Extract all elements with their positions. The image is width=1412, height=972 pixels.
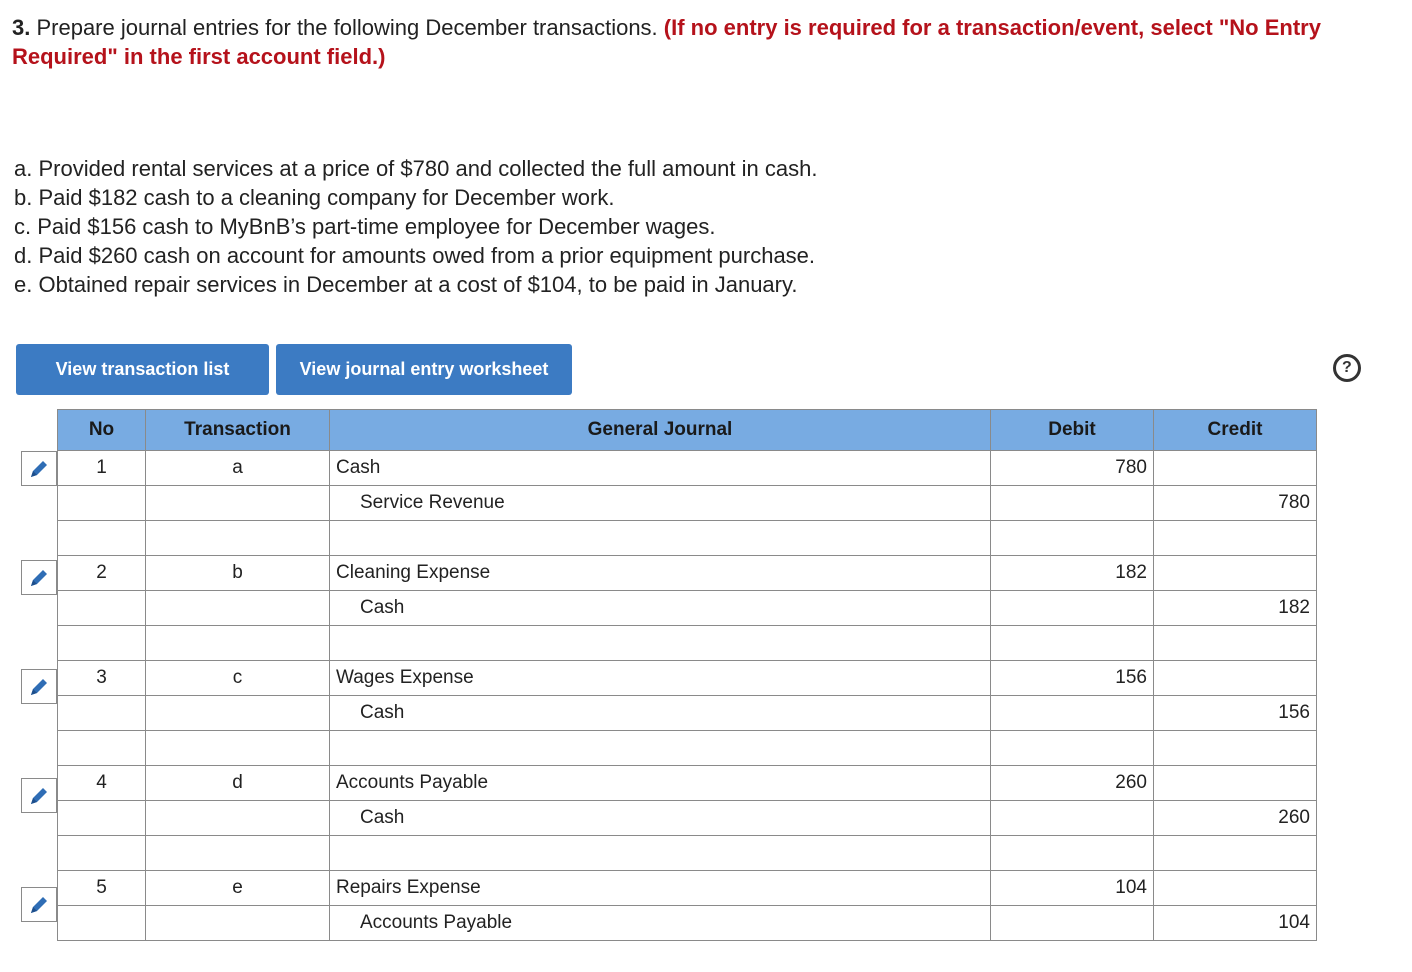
debit-amount-empty[interactable] bbox=[991, 696, 1154, 731]
empty-cell[interactable] bbox=[991, 521, 1154, 556]
empty-cell bbox=[58, 836, 146, 871]
debit-amount-empty[interactable] bbox=[991, 801, 1154, 836]
empty-cell bbox=[146, 521, 330, 556]
header-general-journal: General Journal bbox=[330, 410, 991, 451]
question-number: 3. bbox=[12, 15, 31, 40]
table-row bbox=[58, 696, 1317, 731]
table-row bbox=[58, 661, 1317, 696]
table-row-blank bbox=[58, 836, 1317, 871]
header-credit: Credit bbox=[1154, 410, 1317, 451]
empty-cell[interactable] bbox=[330, 626, 991, 661]
table-row bbox=[58, 486, 1317, 521]
debit-account[interactable]: Accounts Payable bbox=[330, 766, 991, 801]
empty-cell bbox=[58, 731, 146, 766]
entry-no: 4 bbox=[58, 766, 146, 801]
table-row bbox=[58, 871, 1317, 906]
credit-amount[interactable]: 780 bbox=[1154, 486, 1317, 521]
empty-cell[interactable] bbox=[330, 521, 991, 556]
empty-cell[interactable] bbox=[991, 836, 1154, 871]
credit-amount[interactable]: 260 bbox=[1154, 801, 1317, 836]
empty-cell[interactable] bbox=[1154, 836, 1317, 871]
header-debit: Debit bbox=[991, 410, 1154, 451]
empty-cell bbox=[58, 521, 146, 556]
empty-cell[interactable] bbox=[330, 731, 991, 766]
empty-cell bbox=[146, 801, 330, 836]
edit-entry-3-pencil-icon[interactable] bbox=[21, 669, 57, 704]
credit-amount-empty[interactable] bbox=[1154, 871, 1317, 906]
empty-cell bbox=[146, 731, 330, 766]
empty-cell[interactable] bbox=[1154, 731, 1317, 766]
debit-amount[interactable]: 104 bbox=[991, 871, 1154, 906]
credit-amount-empty[interactable] bbox=[1154, 661, 1317, 696]
empty-cell[interactable] bbox=[1154, 626, 1317, 661]
empty-cell bbox=[58, 626, 146, 661]
credit-amount-empty[interactable] bbox=[1154, 451, 1317, 486]
empty-cell[interactable] bbox=[991, 626, 1154, 661]
empty-cell bbox=[146, 696, 330, 731]
table-row bbox=[58, 906, 1317, 941]
empty-cell[interactable] bbox=[1154, 521, 1317, 556]
credit-amount-empty[interactable] bbox=[1154, 556, 1317, 591]
entry-transaction: a bbox=[146, 451, 330, 486]
debit-amount[interactable]: 156 bbox=[991, 661, 1154, 696]
credit-amount[interactable]: 156 bbox=[1154, 696, 1317, 731]
empty-cell[interactable] bbox=[991, 731, 1154, 766]
debit-amount-empty[interactable] bbox=[991, 906, 1154, 941]
transaction-item: a. Provided rental services at a price of $780 and collected the full amount in cash. bbox=[14, 156, 818, 181]
empty-cell bbox=[58, 486, 146, 521]
empty-cell bbox=[58, 696, 146, 731]
credit-account[interactable]: Accounts Payable bbox=[330, 906, 991, 941]
debit-amount[interactable]: 260 bbox=[991, 766, 1154, 801]
credit-account[interactable]: Cash bbox=[330, 591, 991, 626]
empty-cell bbox=[146, 626, 330, 661]
debit-account[interactable]: Wages Expense bbox=[330, 661, 991, 696]
empty-cell bbox=[58, 906, 146, 941]
help-icon[interactable]: ? bbox=[1333, 354, 1361, 382]
table-row bbox=[58, 766, 1317, 801]
edit-entry-5-pencil-icon[interactable] bbox=[21, 887, 57, 922]
entry-transaction: d bbox=[146, 766, 330, 801]
entry-no: 5 bbox=[58, 871, 146, 906]
instructions bbox=[12, 13, 1412, 71]
instruction-note: (If no entry is required for a transaction/event, select "No Entry Required" in the first account field.) bbox=[12, 15, 1321, 69]
instruction-text: Prepare journal entries for the following December transactions. bbox=[30, 15, 658, 40]
table-row bbox=[58, 556, 1317, 591]
entry-transaction: b bbox=[146, 556, 330, 591]
journal-table bbox=[57, 409, 1317, 941]
table-row-blank bbox=[58, 521, 1317, 556]
table-row bbox=[58, 801, 1317, 836]
entry-transaction: c bbox=[146, 661, 330, 696]
credit-amount[interactable]: 182 bbox=[1154, 591, 1317, 626]
debit-amount[interactable]: 182 bbox=[991, 556, 1154, 591]
credit-account[interactable]: Cash bbox=[330, 696, 991, 731]
empty-cell bbox=[58, 801, 146, 836]
transaction-list bbox=[14, 154, 817, 299]
table-row bbox=[58, 451, 1317, 486]
debit-account[interactable]: Cash bbox=[330, 451, 991, 486]
entry-no: 2 bbox=[58, 556, 146, 591]
header-transaction: Transaction bbox=[146, 410, 330, 451]
empty-cell bbox=[58, 591, 146, 626]
transaction-item: e. Obtained repair services in December at a cost of $104, to be paid in January. bbox=[14, 272, 798, 297]
credit-amount-empty[interactable] bbox=[1154, 766, 1317, 801]
credit-account[interactable]: Cash bbox=[330, 801, 991, 836]
empty-cell bbox=[146, 906, 330, 941]
debit-amount-empty[interactable] bbox=[991, 486, 1154, 521]
view-journal-entry-worksheet-button[interactable]: View journal entry worksheet bbox=[276, 344, 572, 395]
entry-no: 1 bbox=[58, 451, 146, 486]
entry-no: 3 bbox=[58, 661, 146, 696]
empty-cell bbox=[146, 591, 330, 626]
debit-account[interactable]: Cleaning Expense bbox=[330, 556, 991, 591]
empty-cell bbox=[146, 486, 330, 521]
transaction-item: b. Paid $182 cash to a cleaning company for December work. bbox=[14, 185, 615, 210]
empty-cell bbox=[146, 836, 330, 871]
table-row-blank bbox=[58, 731, 1317, 766]
table-header-row bbox=[58, 410, 1317, 451]
edit-entry-4-pencil-icon[interactable] bbox=[21, 778, 57, 813]
transaction-item: c. Paid $156 cash to MyBnB’s part-time employee for December wages. bbox=[14, 214, 716, 239]
empty-cell[interactable] bbox=[330, 836, 991, 871]
debit-amount[interactable]: 780 bbox=[991, 451, 1154, 486]
credit-account[interactable]: Service Revenue bbox=[330, 486, 991, 521]
header-no: No bbox=[58, 410, 146, 451]
table-row bbox=[58, 591, 1317, 626]
transaction-item: d. Paid $260 cash on account for amounts owed from a prior equipment purchase. bbox=[14, 243, 816, 268]
debit-account[interactable]: Repairs Expense bbox=[330, 871, 991, 906]
edit-entry-1-pencil-icon[interactable] bbox=[21, 451, 57, 486]
entry-transaction: e bbox=[146, 871, 330, 906]
debit-amount-empty[interactable] bbox=[991, 591, 1154, 626]
view-transaction-list-button[interactable]: View transaction list bbox=[16, 344, 269, 395]
edit-entry-2-pencil-icon[interactable] bbox=[21, 560, 57, 595]
credit-amount[interactable]: 104 bbox=[1154, 906, 1317, 941]
table-row-blank bbox=[58, 626, 1317, 661]
